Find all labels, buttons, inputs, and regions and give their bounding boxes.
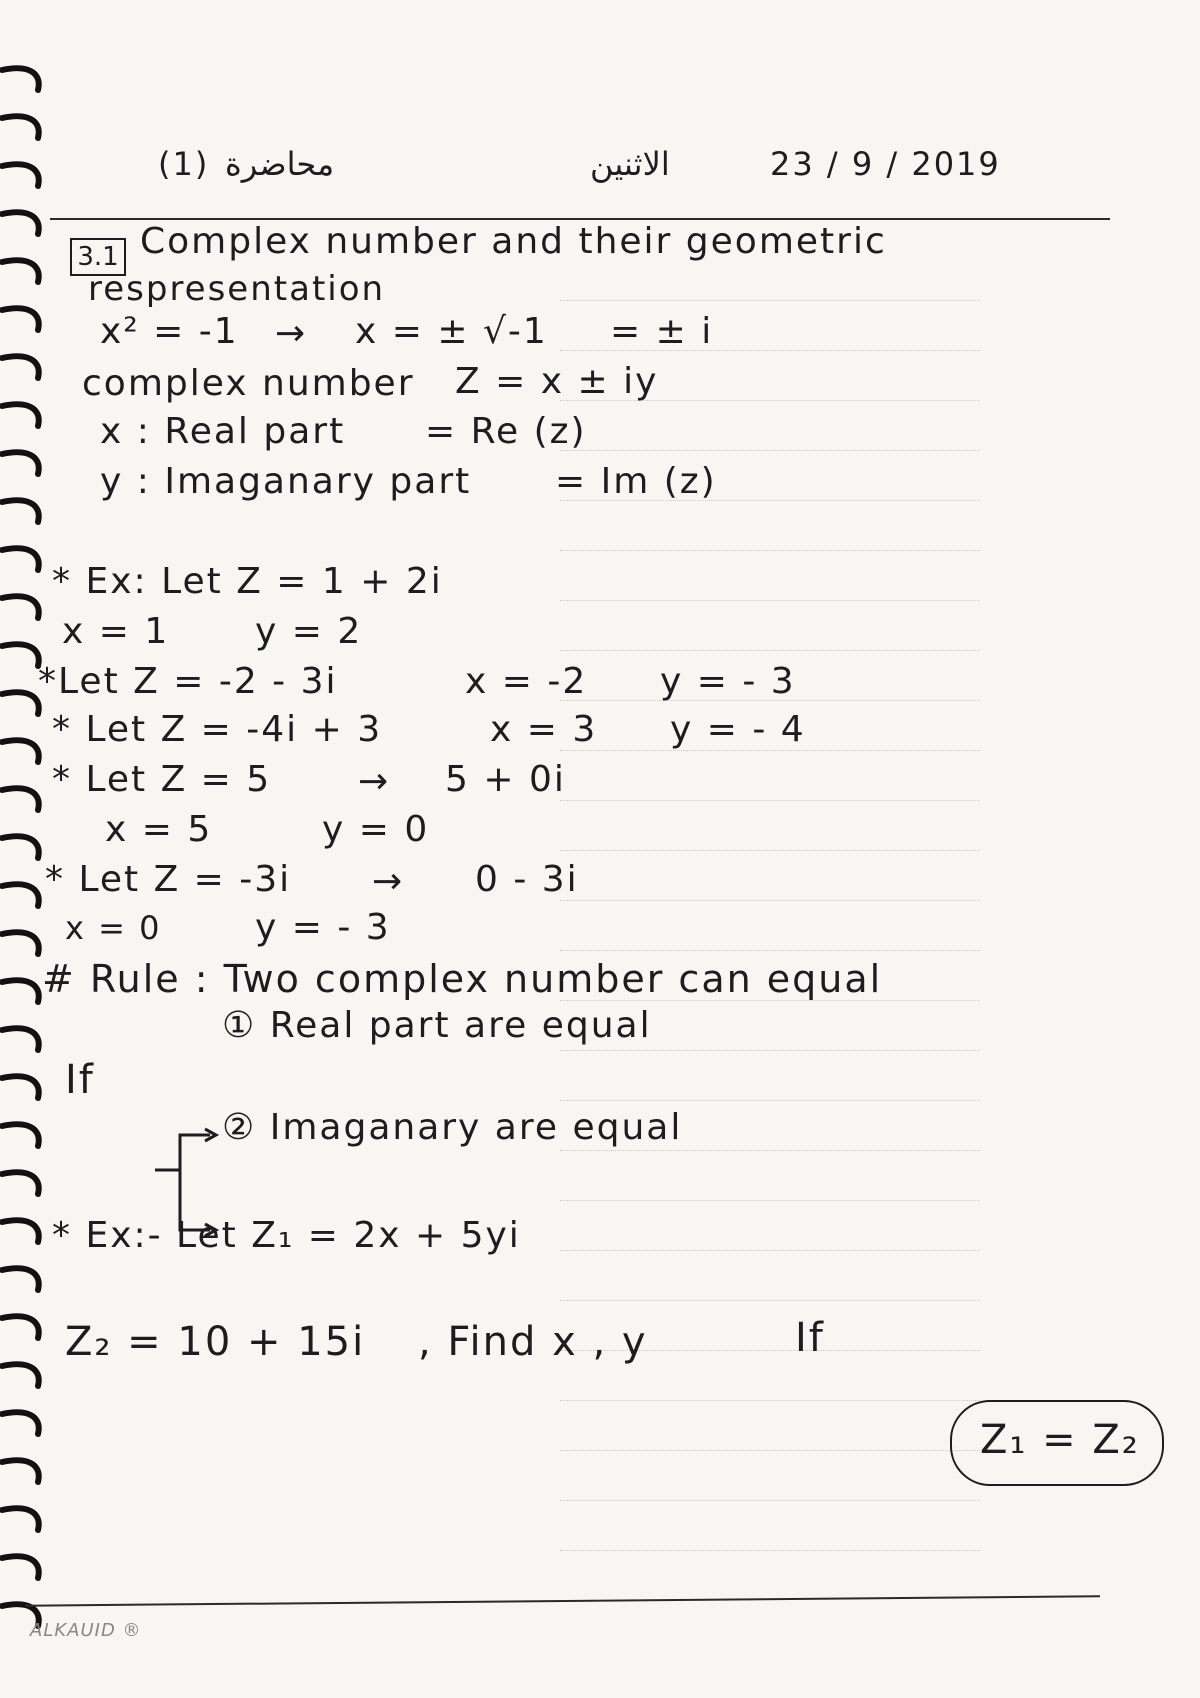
footer-line xyxy=(25,1595,1100,1606)
spiral-ring xyxy=(2,308,39,330)
spiral-ring xyxy=(2,356,39,378)
rule-if: If xyxy=(65,1057,95,1103)
ruled-line xyxy=(560,1250,980,1251)
ruled-line xyxy=(560,1400,980,1401)
example-3-y: y = - 4 xyxy=(670,709,806,750)
ruled-line xyxy=(560,1500,980,1501)
example-4-x: x = 5 xyxy=(105,809,213,850)
lecture-number: (1) xyxy=(158,145,210,183)
ruled-line xyxy=(560,1050,980,1051)
rule-condition-2: ② Imaganary are equal xyxy=(222,1107,683,1148)
real-part-value: = Re (z) xyxy=(425,411,587,452)
spiral-ring xyxy=(2,1124,39,1146)
lecture-label: محاضرة xyxy=(225,145,335,183)
spiral-ring xyxy=(2,1316,39,1338)
ruled-line xyxy=(560,450,980,451)
spiral-ring xyxy=(2,596,39,618)
spiral-ring xyxy=(2,884,39,906)
ruled-line xyxy=(560,750,980,751)
ruled-line xyxy=(560,550,980,551)
spiral-ring xyxy=(2,1268,39,1290)
ruled-line xyxy=(560,850,980,851)
spiral-ring xyxy=(2,836,39,858)
day-label: الاثنين xyxy=(590,145,670,183)
example-4: * Let Z = 5 xyxy=(52,759,272,800)
ruled-line xyxy=(560,950,980,951)
section-title: Complex number and their geometric xyxy=(140,221,887,262)
final-example: * Ex:- Let Z₁ = 2x + 5yi xyxy=(52,1215,521,1256)
example-1: * Ex: Let Z = 1 + 2i xyxy=(52,561,443,602)
example-2: *Let Z = -2 - 3i xyxy=(38,661,338,702)
ruled-line xyxy=(560,1300,980,1301)
rule-statement: # Rule : Two complex number can equal xyxy=(42,957,883,1001)
final-find: , Find x , y xyxy=(418,1319,648,1365)
final-condition: Z₁ = Z₂ xyxy=(980,1417,1140,1463)
date: 23 / 9 / 2019 xyxy=(770,145,1001,183)
section-title-cont: respresentation xyxy=(88,269,386,309)
ruled-line xyxy=(560,900,980,901)
spiral-ring xyxy=(2,644,39,666)
spiral-ring xyxy=(2,1460,39,1482)
header-divider xyxy=(50,218,1110,220)
spiral-ring xyxy=(2,980,39,1002)
ruled-line xyxy=(560,1200,980,1201)
arrow-icon: → xyxy=(358,761,391,802)
section-number: 3.1 xyxy=(70,238,126,276)
example-4-result: 5 + 0i xyxy=(445,759,566,800)
spiral-ring xyxy=(2,1508,39,1530)
ruled-line xyxy=(560,300,980,301)
ruled-line xyxy=(560,1150,980,1151)
ruled-line xyxy=(560,1450,980,1451)
footer-brand: ALKAUID ® xyxy=(30,1620,142,1641)
ruled-line xyxy=(560,650,980,651)
spiral-ring xyxy=(2,1028,39,1050)
spiral-ring xyxy=(2,452,39,474)
example-5: * Let Z = -3i xyxy=(45,859,292,900)
spiral-ring xyxy=(2,932,39,954)
equation-i: = ± i xyxy=(610,311,714,352)
spiral-binding xyxy=(0,40,60,1640)
complex-number-label: complex number xyxy=(82,363,415,404)
spiral-ring xyxy=(2,548,39,570)
example-5-y: y = - 3 xyxy=(255,907,391,948)
spiral-ring xyxy=(2,1172,39,1194)
example-1-x: x = 1 xyxy=(62,611,170,652)
imaginary-part-value: = Im (z) xyxy=(555,461,717,502)
spiral-ring xyxy=(2,500,39,522)
spiral-ring xyxy=(2,1364,39,1386)
spiral-ring xyxy=(2,260,39,282)
spiral-ring xyxy=(2,116,39,138)
spiral-ring xyxy=(2,788,39,810)
example-5-x: x = 0 xyxy=(65,909,162,947)
final-z2: Z₂ = 10 + 15i xyxy=(65,1319,366,1365)
arrow-icon: → xyxy=(372,861,405,902)
final-if: If xyxy=(795,1315,825,1361)
example-3-x: x = 3 xyxy=(490,709,598,750)
example-2-x: x = -2 xyxy=(465,661,588,702)
example-5-result: 0 - 3i xyxy=(475,859,579,900)
example-2-y: y = - 3 xyxy=(660,661,796,702)
equation-x-squared: x² = -1 xyxy=(100,311,239,352)
spiral-ring xyxy=(2,692,39,714)
ruled-line xyxy=(560,1100,980,1101)
branch-arrow-stroke xyxy=(155,1135,210,1170)
example-1-y: y = 2 xyxy=(255,611,363,652)
rule-condition-1: ① Real part are equal xyxy=(222,1005,652,1046)
spiral-ring xyxy=(2,68,39,90)
spiral-ring xyxy=(2,1220,39,1242)
ruled-line xyxy=(560,600,980,601)
spiral-ring xyxy=(2,1076,39,1098)
ruled-line xyxy=(560,800,980,801)
spiral-ring xyxy=(2,1412,39,1434)
spiral-ring xyxy=(2,404,39,426)
spiral-ring xyxy=(2,164,39,186)
equation-x-root: x = ± √-1 xyxy=(355,311,548,352)
imaginary-part-label: y : Imaganary part xyxy=(100,461,472,502)
real-part-label: x : Real part xyxy=(100,411,346,452)
spiral-ring xyxy=(2,1556,39,1578)
example-4-y: y = 0 xyxy=(322,809,430,850)
complex-form: Z = x ± iy xyxy=(455,361,659,402)
spiral-ring xyxy=(2,740,39,762)
example-3: * Let Z = -4i + 3 xyxy=(52,709,383,750)
spiral-ring xyxy=(2,212,39,234)
arrow-icon: → xyxy=(275,313,308,354)
ruled-line xyxy=(560,1550,980,1551)
